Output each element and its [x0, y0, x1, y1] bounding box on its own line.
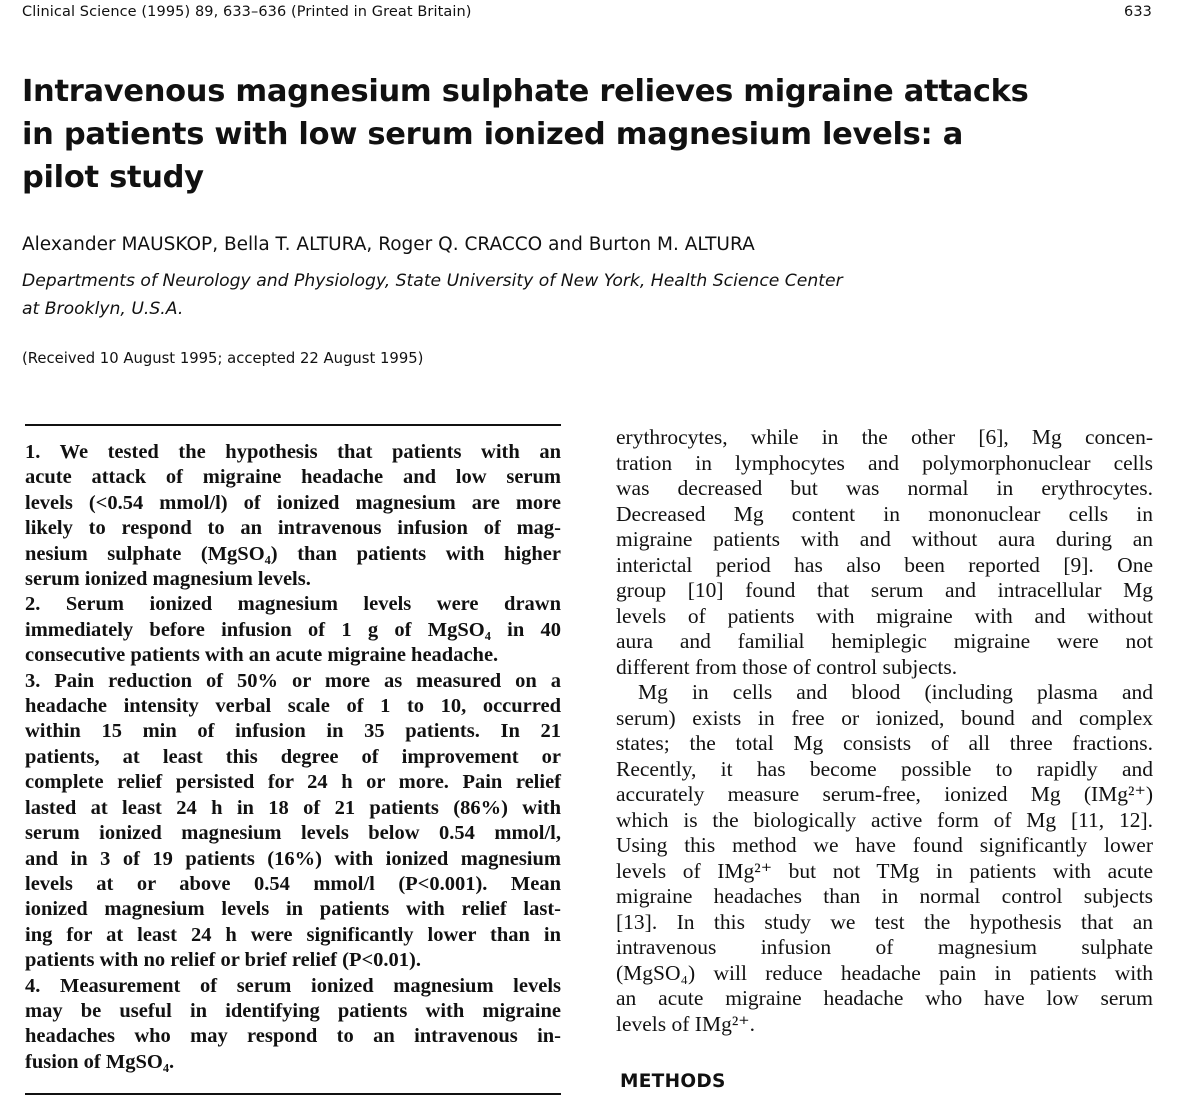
received-dates: (Received 10 August 1995; accepted 22 August 1995) — [22, 350, 424, 367]
running-head — [22, 4, 1152, 20]
abstract-line: nesium sulphate (MgSO₄) than patients with higher — [25, 542, 561, 565]
body-line: levels of IMg²⁺. — [616, 1011, 756, 1036]
body-text-column — [616, 425, 1153, 1037]
body-line: Recently, it has become possible to rapidly and — [616, 756, 1153, 781]
body-line: levels of IMg²⁺ but not TMg in patients with acute — [616, 858, 1153, 883]
body-line: intravenous infusion of magnesium sulphate — [616, 935, 1153, 959]
affiliation — [22, 267, 843, 323]
title-line: in patients with low serum ionized magnesium levels: a — [22, 117, 964, 152]
body-line: states; the total Mg consists of all three fractions. — [616, 731, 1153, 755]
abstract-line: patients, at least this degree of improvement or — [25, 745, 561, 768]
abstract-line: ing for at least 24 h were significantly lower than in — [25, 923, 561, 946]
affiliation-line: at Brooklyn, U.S.A. — [22, 299, 184, 319]
abstract-line: patients with no relief or brief relief (P<0.01). — [25, 949, 421, 972]
abstract-line: fusion of MgSO₄. — [25, 1050, 175, 1073]
abstract-line: complete relief persisted for 24 h or more. Pain relief — [25, 771, 561, 794]
body-line: different from those of control subjects. — [616, 654, 958, 679]
body-line: Mg in cells and blood (including plasma and — [638, 680, 1153, 704]
abstract-line: ionized magnesium levels in patients with relief last- — [25, 898, 561, 921]
article-title — [22, 70, 1029, 199]
abstract — [25, 440, 561, 1075]
journal-citation: Clinical Science (1995) 89, 633–636 (Printed in Great Britain) — [22, 4, 472, 20]
abstract-line: 3. Pain reduction of 50% or more as measured on a — [25, 669, 561, 692]
body-line: migraine headaches than in normal control subjects — [616, 884, 1153, 908]
abstract-bottom-rule — [25, 1093, 561, 1095]
body-line: (MgSO₄) will reduce headache pain in patients with — [616, 960, 1153, 985]
page-number: 633 — [1124, 4, 1152, 20]
body-line: accurately measure serum-free, ionized Mg (IMg²⁺) — [616, 782, 1153, 806]
body-line: interictal period has also been reported [9]. One — [616, 552, 1153, 577]
body-line: levels of patients with migraine with and without — [616, 603, 1153, 628]
affiliation-line: Departments of Neurology and Physiology, State University of New York, Health Science Center — [22, 271, 843, 291]
abstract-line: 1. We tested the hypothesis that patients with an — [25, 441, 561, 463]
abstract-line: serum ionized magnesium levels below 0.54 mmol/l, — [25, 822, 561, 845]
abstract-line: immediately before infusion of 1 g of MgSO₄ in 40 — [25, 618, 561, 641]
abstract-line: levels (<0.54 mmol/l) of ionized magnesium are more — [25, 491, 561, 514]
body-line: was decreased but was normal in erythrocytes. — [616, 476, 1153, 500]
abstract-line: headaches who may respond to an intravenous in- — [25, 1025, 561, 1048]
abstract-line: and in 3 of 19 patients (16%) with ionized magnesium — [25, 847, 561, 870]
abstract-line: levels at or above 0.54 mmol/l (P<0.001). Mean — [25, 872, 561, 895]
body-line: migraine patients with and without aura during an — [616, 527, 1153, 551]
abstract-line: likely to respond to an intravenous infusion of mag- — [25, 517, 561, 540]
body-line: an acute migraine headache who have low serum — [616, 986, 1153, 1010]
body-line: which is the biologically active form of Mg [11, 12]. — [616, 807, 1153, 832]
abstract-line: headache intensity verbal scale of 1 to 10, occurred — [25, 695, 561, 718]
methods-heading: METHODS — [620, 1071, 726, 1092]
abstract-line: 2. Serum ionized magnesium levels were drawn — [25, 593, 561, 616]
abstract-line: may be useful in identifying patients with migraine — [25, 999, 561, 1022]
body-line: tration in lymphocytes and polymorphonuclear cells — [616, 450, 1153, 475]
abstract-line: serum ionized magnesium levels. — [25, 568, 311, 591]
body-line: aura and familial hemiplegic migraine were not — [616, 629, 1153, 653]
abstract-line: acute attack of migraine headache and low serum — [25, 466, 561, 489]
abstract-line: consecutive patients with an acute migraine headache. — [25, 644, 499, 667]
title-line: pilot study — [22, 160, 204, 195]
abstract-line: within 15 min of infusion in 35 patients. In 21 — [25, 720, 561, 743]
body-line: serum) exists in free or ionized, bound and complex — [616, 705, 1153, 730]
abstract-line: 4. Measurement of serum ionized magnesium levels — [25, 974, 561, 997]
body-line: Using this method we have found significantly lower — [616, 833, 1153, 857]
body-line: [13]. In this study we test the hypothesis that an — [616, 909, 1153, 934]
author-list: Alexander MAUSKOP, Bella T. ALTURA, Roger Q. CRACCO and Burton M. ALTURA — [22, 234, 755, 255]
body-line: Decreased Mg content in mononuclear cells in — [616, 501, 1153, 526]
abstract-line: lasted at least 24 h in 18 of 21 patients (86%) with — [25, 796, 561, 819]
body-line: erythrocytes, while in the other [6], Mg concen- — [616, 425, 1153, 449]
title-line: Intravenous magnesium sulphate relieves migraine attacks — [22, 74, 1029, 109]
abstract-top-rule — [25, 424, 561, 426]
body-line: group [10] found that serum and intracellular Mg — [616, 578, 1153, 602]
